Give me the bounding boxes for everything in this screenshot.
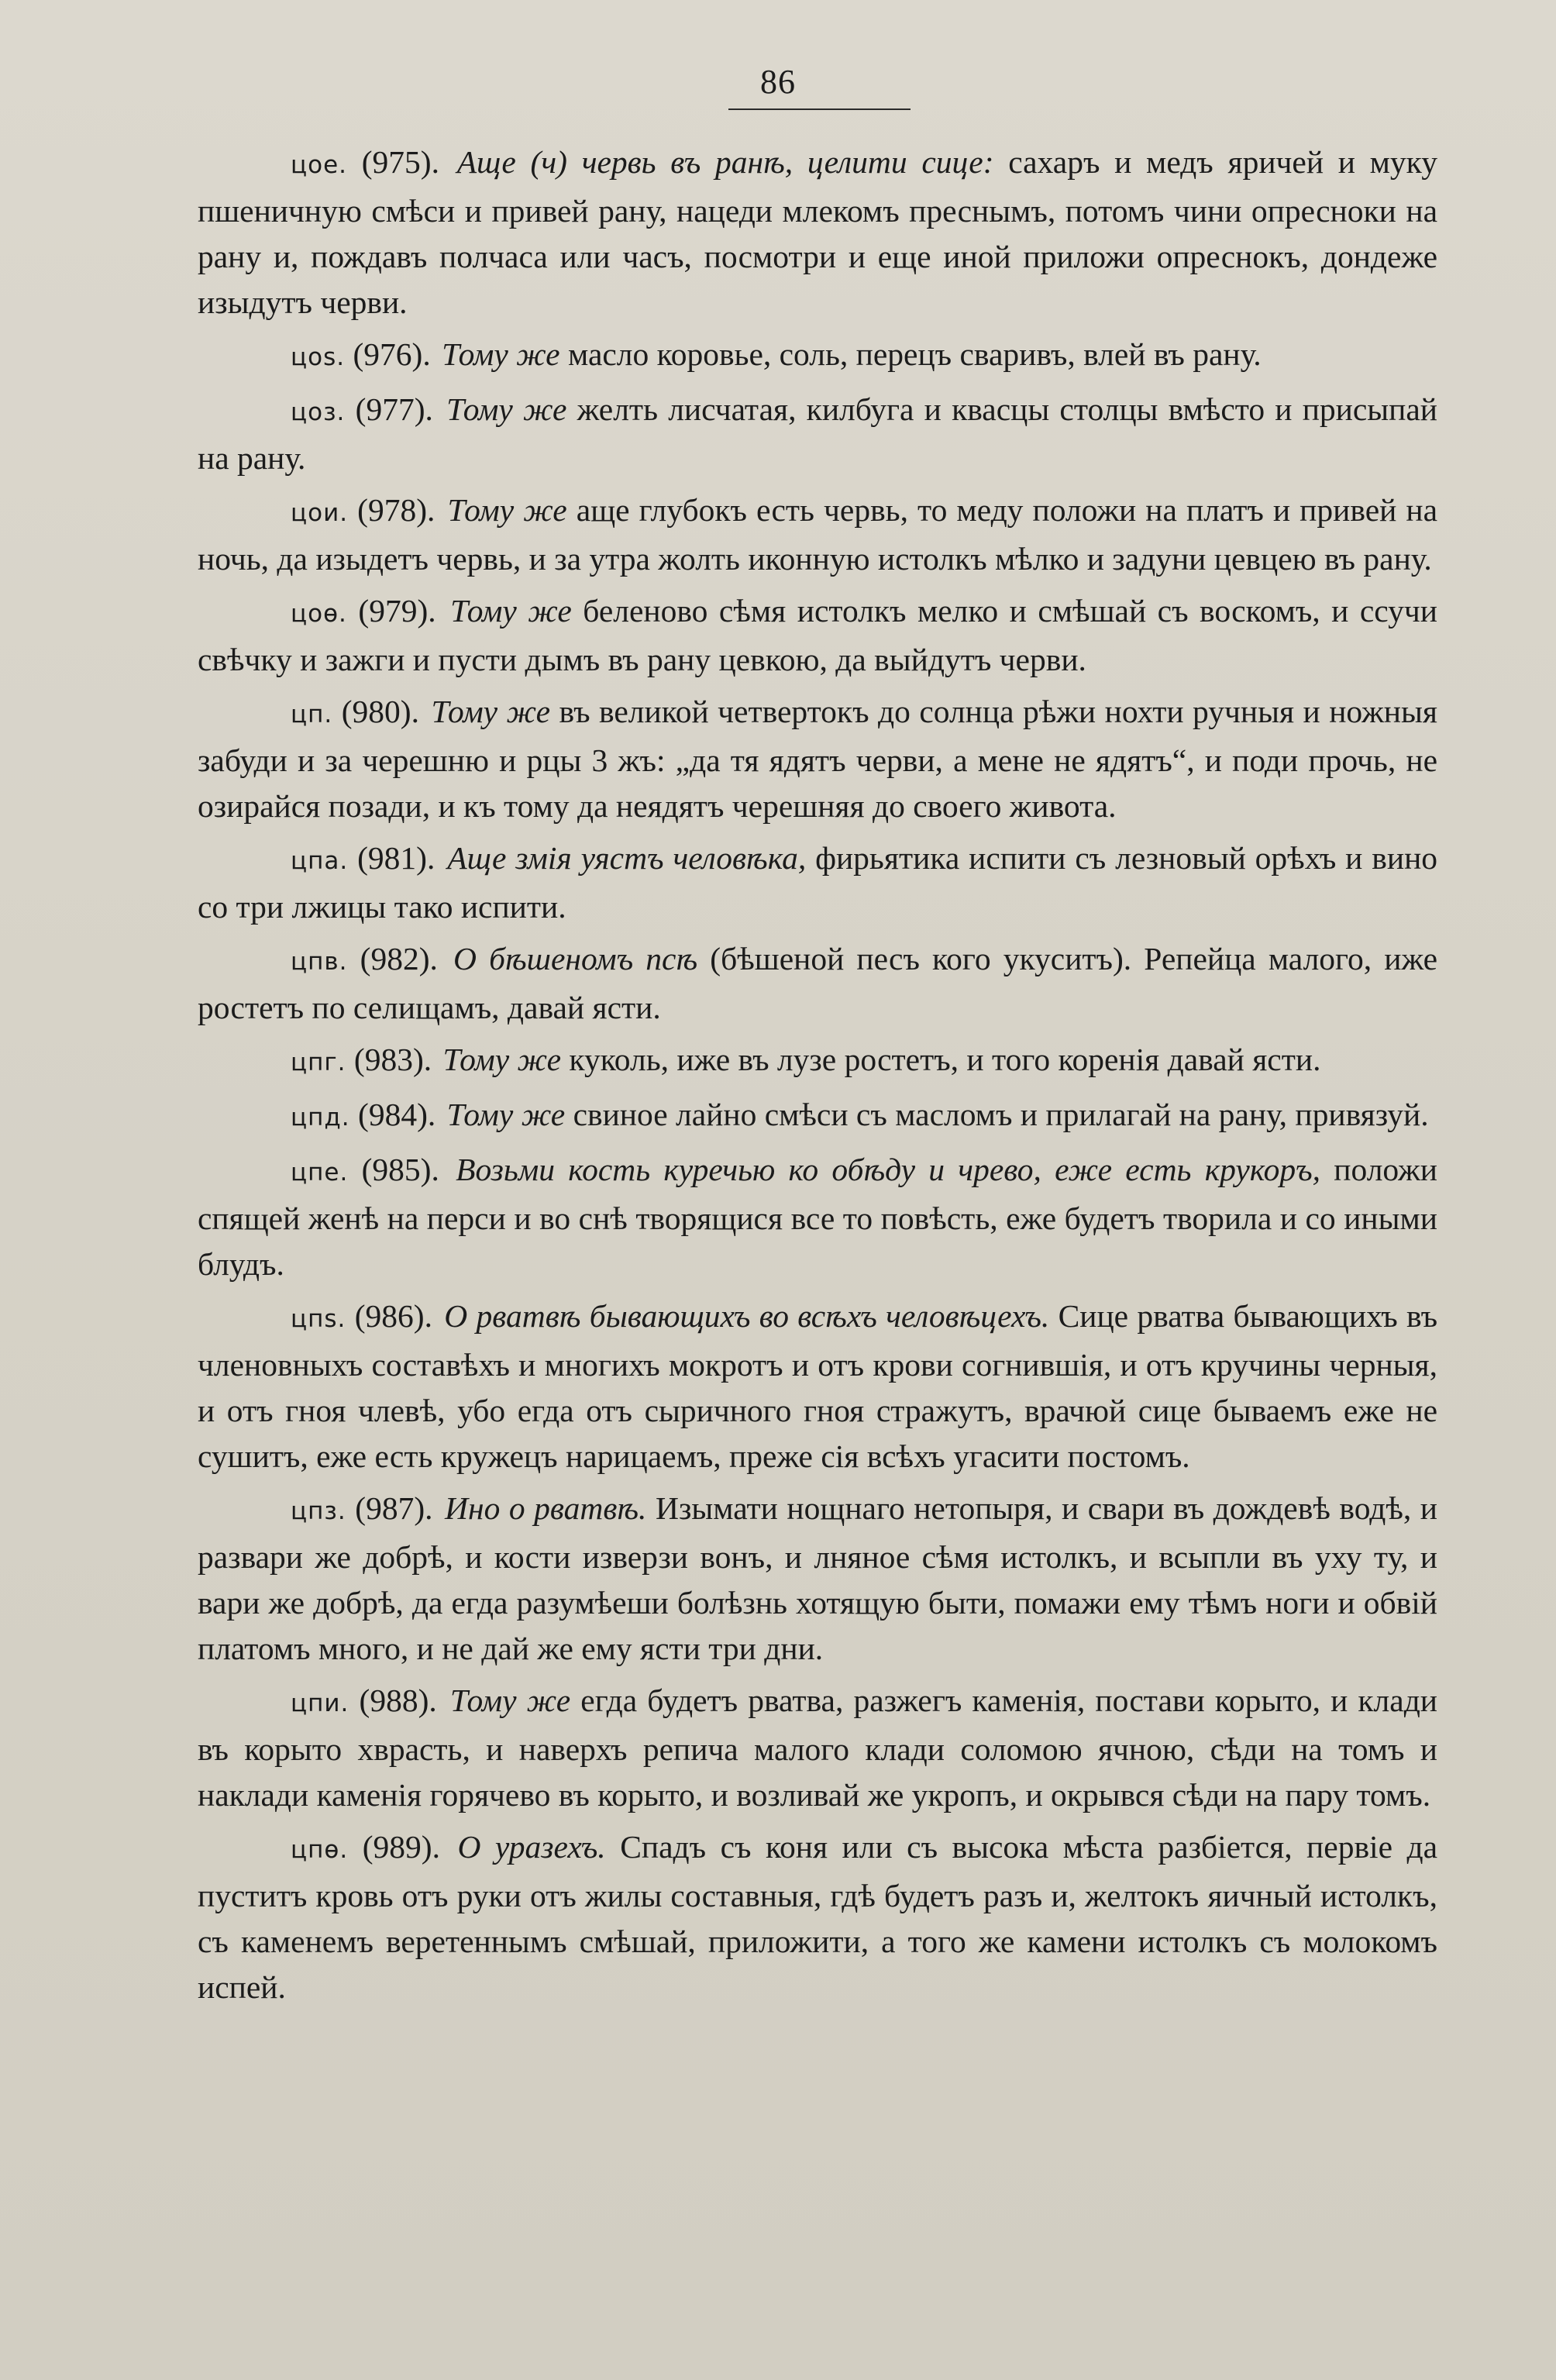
entry-code: цпе. (291, 1159, 349, 1187)
recipe-entry (198, 332, 1437, 381)
entry-text: Изымати нощнаго нетопыря, и свари въ дождевѣ водѣ, и развари же добрѣ, и кости изверзи вонъ, и лняное сѣмя истолкъ, и всыпли въ уху ту, и вари же добрѣ, да егда разумѣеши болѣзнь хотящую быти, помажи ему тѣмъ ноги и обвій платомъ много, и не дай же ему ясти три дни. (198, 1490, 1438, 1666)
recipe-entry (198, 1147, 1437, 1287)
entry-number: (985). (361, 1152, 439, 1187)
entry-number: (982). (360, 941, 438, 976)
entry-code: цоз. (291, 398, 346, 426)
entry-code: цоѕ. (291, 343, 346, 371)
entry-text: въ великой четвертокъ до солнца рѣжи нохти ручныя и ножныя забуди и за черешню и рцы 3 жъ: „да тя ядятъ черви, а мене не ядятъ“, и поди прочь, не озирайся позади, и къ тому да неядятъ черешняя до своего живота. (198, 694, 1437, 824)
entry-heading: Возьми кость куречью ко обѣду и чрево, еже есть крукоръ, (456, 1152, 1320, 1187)
entry-code: цпи. (291, 1689, 349, 1717)
entry-code: цп. (291, 701, 333, 728)
entry-number: (981). (357, 840, 435, 876)
entry-text: беленово сѣмя истолкъ мелко и смѣшай съ воскомъ, и ссучи свѣчку и зажги и пусти дымъ въ рану цевкою, да выйдутъ черви. (198, 593, 1438, 677)
entry-heading: О уразехъ. (457, 1829, 606, 1865)
entry-heading: О рватвѣ бывающихъ во всѣхъ человѣцехъ. (444, 1298, 1050, 1334)
entry-heading: Тому же (449, 1683, 571, 1718)
entry-number: (987). (355, 1490, 433, 1526)
recipe-entry (198, 139, 1437, 325)
entry-text: Сице рватва бывающихъ въ членовныхъ составѣхъ и многихъ мокротъ и отъ крови согнившія, и отъ кручины черныя, и отъ гноя члевѣ, убо егда отъ сыричного гноя стражутъ, врачюй сице бываемъ еже не сушитъ, еже есть кружецъ нарицаемъ, преже сія всѣхъ угасити постомъ. (198, 1298, 1438, 1474)
entry-heading: О бѣшеномъ псѣ (453, 941, 698, 976)
entry-number: (989). (362, 1829, 440, 1865)
entry-code: цоѳ. (291, 600, 347, 628)
recipe-entry (198, 689, 1437, 829)
entry-number: (975). (361, 144, 439, 180)
entry-heading: Тому же (447, 492, 567, 528)
entry-code: цпз. (291, 1497, 346, 1525)
entry-heading: Аще змія уястъ человѣка, (447, 840, 807, 876)
header-rule (728, 108, 911, 110)
entry-text: масло коровье, соль, перецъ сваривъ, влей въ рану. (567, 336, 1262, 372)
entry-heading: Тому же (446, 391, 567, 427)
recipe-entry (198, 1092, 1437, 1141)
entry-number: (988). (359, 1683, 437, 1718)
entry-code: цои. (291, 499, 349, 527)
page-number: 86 (760, 63, 796, 101)
entry-heading: Тому же (450, 593, 572, 629)
recipe-entry (198, 1486, 1437, 1672)
entry-text: егда будетъ рватва, разжегъ каменія, постави корыто, и клади въ корыто хврасть, и наверхъ репича малого клади соломою ячною, сѣди на томъ и наклади каменія горячево въ корыто, и возливай же укропъ, и окрывся сѣди на пару томъ. (198, 1683, 1438, 1813)
entry-code: цпг. (291, 1049, 346, 1076)
entry-number: (978). (357, 492, 435, 528)
entry-text: свиное лайно смѣси съ масломъ и прилагай на рану, привязуй. (573, 1097, 1429, 1132)
recipe-entry (198, 487, 1437, 582)
entry-number: (980). (341, 694, 419, 729)
entry-code: цпа. (291, 847, 349, 875)
recipe-entry (198, 835, 1437, 930)
entry-number: (983). (353, 1042, 432, 1077)
entry-code: цпд. (291, 1104, 350, 1131)
entry-text: желть лисчатая, килбуга и квасцы столцы вмѣсто и присыпай на рану. (198, 391, 1438, 476)
recipe-entry (198, 1037, 1437, 1086)
recipe-entry (198, 1293, 1437, 1479)
entry-text: куколь, иже въ лузе ростетъ, и того коренія давай ясти. (569, 1042, 1321, 1077)
entry-number: (986). (354, 1298, 432, 1334)
entry-number: (977). (355, 391, 433, 427)
entry-code: цпѕ. (291, 1305, 346, 1333)
entry-code: цпѳ. (291, 1836, 349, 1864)
entry-text: (бѣшеной песъ кого укуситъ). Репейца малого, иже ростетъ по селищамъ, давай ясти. (198, 941, 1438, 1025)
page-body (198, 139, 1437, 2017)
entry-code: цое. (291, 151, 347, 179)
recipe-entry (198, 588, 1437, 683)
entry-text: фирьятика испити съ лезновый орѣхъ и вино со три лжицы тако испити. (198, 840, 1438, 925)
recipe-entry (198, 387, 1437, 481)
entry-text: аще глубокъ есть червь, то меду положи на платъ и привей на ночь, да изыдетъ червь, и за утра жолть иконную истолкъ мѣлко и задуни цевцею въ рану. (198, 492, 1438, 577)
entry-text: положи спящей женѣ на перси и во снѣ творящися все то повѣсть, еже будетъ творила и со иными блудъ. (198, 1152, 1438, 1282)
entry-heading: Аще (ч) червь въ ранѣ, целити сице: (456, 144, 994, 180)
entry-heading: Тому же (431, 694, 551, 729)
entry-heading: Тому же (442, 1042, 562, 1077)
entry-heading: Тому же (446, 1097, 566, 1132)
entry-heading: Ино о рватвѣ. (445, 1490, 647, 1526)
recipe-entry (198, 1824, 1437, 2010)
entry-text: сахаръ и медъ яричей и муку пшеничную смѣси и привей рану, нацеди млекомъ преснымъ, потомъ чини опресноки на рану и, пождавъ полчаса или часъ, посмотри и еще иной приложи опреснокъ, дондеже изыдутъ черви. (198, 144, 1437, 320)
recipe-entry (198, 936, 1437, 1031)
entry-number: (976). (353, 336, 431, 372)
entry-code: цпв. (291, 948, 348, 976)
entry-heading: Тому же (442, 336, 560, 372)
entry-text: Спадъ съ коня или съ высока мѣста разбіется, первіе да пуститъ кровь отъ руки отъ жилы составныя, гдѣ будетъ разъ и, желтокъ яичный истолкъ, съ каменемъ веретеннымъ смѣшай, приложити, а того же камени истолкъ съ молокомъ испей. (198, 1829, 1438, 2005)
entry-number: (979). (358, 593, 436, 629)
entry-number: (984). (358, 1097, 436, 1132)
recipe-entry (198, 1678, 1437, 1818)
